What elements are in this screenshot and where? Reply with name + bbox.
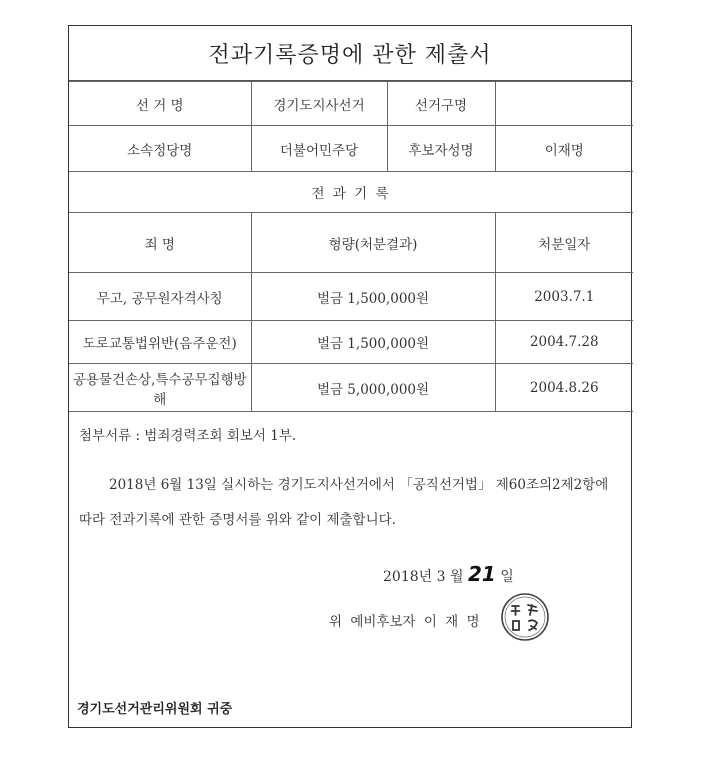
election-value: 경기도지사선거 xyxy=(251,82,387,126)
date-suffix: 일 xyxy=(500,569,514,585)
sentence-cell: 벌금 1,500,000원 xyxy=(251,321,495,364)
sentence-cell: 벌금 5,000,000원 xyxy=(251,364,495,412)
column-header-sentence: 형량(처분결과) xyxy=(251,213,495,273)
date-cell: 2003.7.1 xyxy=(495,273,633,321)
date-prefix: 2018년 3 월 xyxy=(383,569,464,585)
submission-statement: 2018년 6월 13일 실시하는 경기도지사선거에서 「공직선거법」 제60조의2제2항에 따라 전과기록에 관한 증명서를 위와 같이 제출합니다. xyxy=(79,477,609,528)
seal-stamp-icon xyxy=(499,591,551,643)
attachment-note: 첨부서류 : 범죄경력조회 회보서 1부. xyxy=(79,428,297,444)
crime-cell: 도로교통법위반(음주운전) xyxy=(69,321,251,364)
records-section-title: 전 과 기 록 xyxy=(69,172,633,213)
document-title: 전과기록증명에 관한 제출서 xyxy=(69,26,631,81)
document-frame xyxy=(68,25,632,728)
table-row xyxy=(69,321,633,364)
table-row xyxy=(69,364,633,412)
table-row xyxy=(69,273,633,321)
candidate-label: 후보자성명 xyxy=(387,126,495,172)
column-header-date: 처분일자 xyxy=(495,213,633,273)
election-label: 선 거 명 xyxy=(69,82,251,126)
date-cell: 2004.7.28 xyxy=(495,321,633,364)
date-cell: 2004.8.26 xyxy=(495,364,633,412)
record-table xyxy=(69,81,633,412)
addressee: 경기도선거관리위원회 귀중 xyxy=(77,702,233,717)
handwritten-day: 21 xyxy=(467,562,496,586)
submission-date xyxy=(383,562,514,586)
column-header-crime: 죄 명 xyxy=(69,213,251,273)
crime-cell: 공용물건손상,특수공무집행방해 xyxy=(69,364,251,412)
district-value xyxy=(495,82,633,126)
signer-line: 위 예비후보자 이 재 명 xyxy=(329,614,480,630)
party-value: 더불어민주당 xyxy=(251,126,387,172)
candidate-value: 이재명 xyxy=(495,126,633,172)
sentence-cell: 벌금 1,500,000원 xyxy=(251,273,495,321)
crime-cell: 무고, 공무원자격사칭 xyxy=(69,273,251,321)
district-label: 선거구명 xyxy=(387,82,495,126)
party-label: 소속정당명 xyxy=(69,126,251,172)
